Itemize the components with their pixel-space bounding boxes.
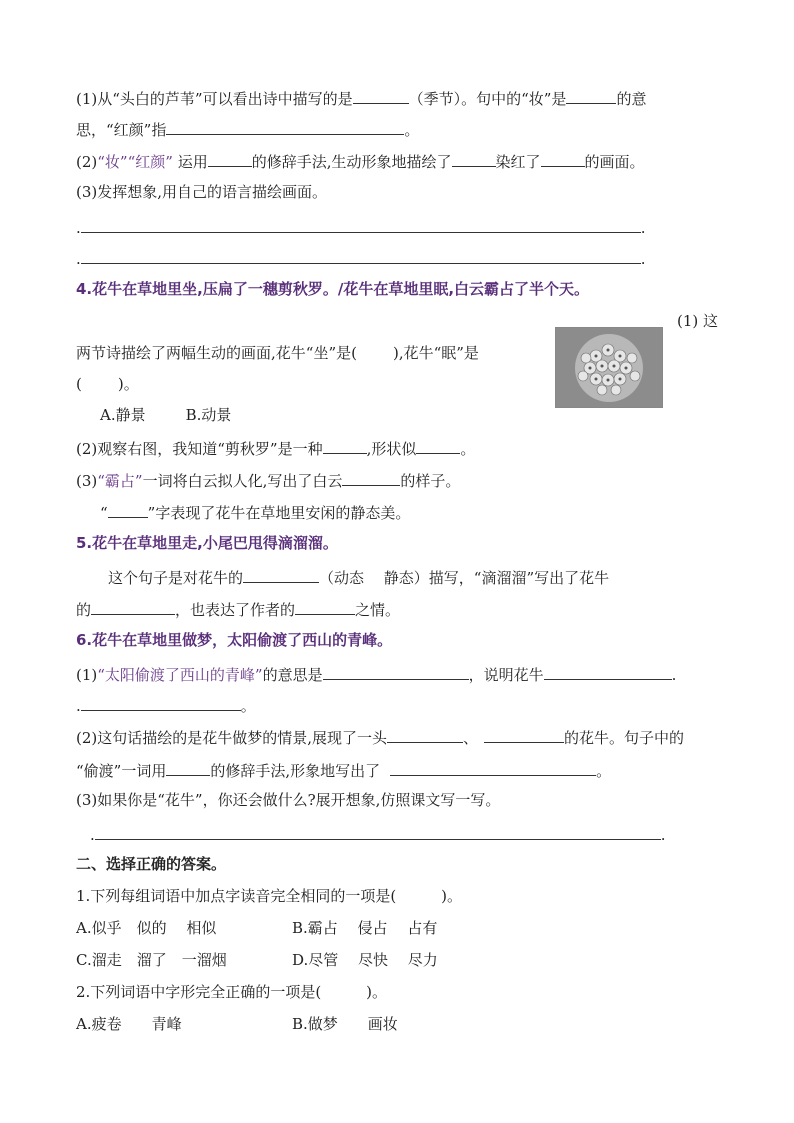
q4-text: (2)观察右图，我知道“剪秋罗”是一种 xyxy=(76,440,323,458)
q4-title: 4.花牛在草地里坐,压扁了一穗剪秋罗。/花牛在草地里眠,白云霸占了半个天。 xyxy=(76,280,590,298)
q6-text: 的意思是 xyxy=(262,666,323,684)
answer-blank[interactable] xyxy=(387,726,463,743)
q4-options xyxy=(100,405,231,425)
jianqiuluo-flower-image xyxy=(555,327,663,408)
answer-blank[interactable] xyxy=(295,598,355,615)
q4-text: ,形状似 xyxy=(366,440,417,458)
q6-text: (2)这句话描绘的是花牛做梦的情景,展现了一头 xyxy=(76,729,388,747)
q5-text: 的 xyxy=(76,601,92,619)
answer-blank[interactable] xyxy=(91,598,175,615)
sec2-q1-option-b[interactable]: B.霸占 侵占 占有 xyxy=(292,919,438,937)
dot: . xyxy=(640,250,646,268)
q3-text: (3)发挥想象,用自己的语言描绘画面。 xyxy=(76,183,328,201)
q3-line1 xyxy=(76,87,646,109)
option-b[interactable]: B.动景 xyxy=(185,406,232,424)
q3-text: (1)从“头白的芦苇”可以看出诗中描写的是 xyxy=(76,90,353,108)
q4-text: 的样子。 xyxy=(400,472,461,490)
answer-blank[interactable] xyxy=(416,437,460,454)
q6-text: (1) xyxy=(76,666,98,684)
q3-line4 xyxy=(76,182,327,202)
q5-text: （动态 静态）描写，“滴溜溜”写出了花牛 xyxy=(319,569,610,587)
sec2-q1-option-c[interactable]: C.溜走 溜了 一溜烟 xyxy=(76,951,227,969)
q5-line2 xyxy=(76,598,400,620)
q3-text: (2) xyxy=(76,153,98,171)
sec2-q1: 1.下列每组词语中加点字读音完全相同的一项是( )。 xyxy=(76,887,463,905)
answer-blank[interactable] xyxy=(353,87,409,104)
q4-text: 。 xyxy=(460,440,476,458)
q3-text: 的意 xyxy=(616,90,647,108)
answer-blank[interactable] xyxy=(342,469,400,486)
dot: . xyxy=(640,219,646,237)
q6-text: 。 xyxy=(596,762,612,780)
answer-blank[interactable] xyxy=(108,501,148,518)
q6-text: 的修辞手法,形象地写出了 xyxy=(210,762,381,780)
q6-answer-line xyxy=(90,823,666,845)
q4-text: ( xyxy=(76,375,82,393)
q4-text: 一词将白云拟人化,写出了白云 xyxy=(142,472,343,490)
answer-blank[interactable] xyxy=(484,726,564,743)
dot: . xyxy=(660,826,666,844)
q4-text: )。 xyxy=(117,375,139,393)
q3-text: 思，“红颜”指 xyxy=(76,121,167,139)
answer-blank[interactable] xyxy=(208,150,252,167)
q6-text: (3)如果你是“花牛”，你还会做什么?展开想象,仿照课文写一写。 xyxy=(76,791,501,809)
q4-text: (3) xyxy=(76,472,98,490)
q6-line1 xyxy=(76,663,676,685)
sec2-q2: 2.下列词语中字形完全正确的一项是( )。 xyxy=(76,983,388,1001)
q6-text: “偷渡”一词用 xyxy=(76,762,167,780)
answer-line[interactable] xyxy=(81,216,641,233)
quoted-term: “霸占” xyxy=(97,472,143,490)
sec2-q1-option-a[interactable]: A.似乎 似的 相似 xyxy=(76,919,217,937)
answer-blank[interactable] xyxy=(566,87,616,104)
q4-text: ”字表现了花牛在草地里安闲的静态美。 xyxy=(147,504,411,522)
sec2-q1-option-d[interactable]: D.尽管 尽快 尽力 xyxy=(292,951,438,969)
dot: . xyxy=(76,697,81,715)
answer-blank[interactable] xyxy=(541,150,585,167)
q3-text: 的修辞手法,生动形象地描绘了 xyxy=(251,153,452,171)
q3-text: 的画面。 xyxy=(584,153,645,171)
answer-blank[interactable] xyxy=(166,759,210,776)
q4-text: ),花牛“眠”是 xyxy=(392,344,479,362)
q6-line4 xyxy=(76,759,611,781)
q4-line6 xyxy=(100,501,410,523)
q6-title: 6.花牛在草地里做梦，太阳偷渡了西山的青峰。 xyxy=(76,631,393,649)
q3-answer-line-2 xyxy=(76,247,646,269)
q5-text: 之情。 xyxy=(355,601,401,619)
q4-line3 xyxy=(76,374,139,394)
dot: . xyxy=(76,250,81,268)
q4-line4 xyxy=(76,437,475,459)
answer-blank[interactable] xyxy=(390,759,596,776)
q3-line3 xyxy=(76,150,645,172)
q5-title: 5.花牛在草地里走,小尾巴甩得滴溜溜。 xyxy=(76,534,338,552)
q6-line5 xyxy=(76,790,500,810)
answer-blank[interactable] xyxy=(323,663,469,680)
q3-text: 。 xyxy=(404,121,420,139)
q4-text: 两节诗描绘了两幅生动的画面,花牛“坐”是( xyxy=(76,344,357,362)
q3-line2 xyxy=(76,118,419,140)
answer-blank[interactable] xyxy=(452,150,496,167)
q3-answer-line-1 xyxy=(76,216,646,238)
q4-line2 xyxy=(76,343,479,363)
q3-text: 运用 xyxy=(172,153,208,171)
q6-text: . xyxy=(671,666,677,684)
answer-line[interactable] xyxy=(81,247,641,264)
q6-line3 xyxy=(76,726,684,748)
answer-blank[interactable] xyxy=(81,694,241,711)
dot: . xyxy=(90,826,95,844)
answer-blank[interactable] xyxy=(243,566,319,583)
q4-p1-tail: (1) 这 xyxy=(677,312,719,330)
answer-blank[interactable] xyxy=(323,437,367,454)
answer-line[interactable] xyxy=(95,823,661,840)
q6-text: 的花牛。句子中的 xyxy=(564,729,685,747)
q5-text: 这个句子是对花牛的 xyxy=(108,569,244,587)
sec2-q2-option-b[interactable]: B.做梦 画妆 xyxy=(292,1015,398,1033)
answer-blank[interactable] xyxy=(166,118,404,135)
flower-illustration xyxy=(556,328,662,407)
q6-line2 xyxy=(76,694,256,716)
q4-line5 xyxy=(76,469,460,491)
quoted-term: “太阳偷渡了西山的青峰” xyxy=(97,666,263,684)
q6-text: 。 xyxy=(240,697,256,715)
option-a[interactable]: A.静景 xyxy=(100,406,146,424)
q6-text: ，说明花牛 xyxy=(468,666,544,684)
dot: . xyxy=(76,219,81,237)
q4-text: “ xyxy=(100,504,108,522)
q3-text: （季节）。句中的“妆”是 xyxy=(408,90,567,108)
q5-text: ，也表达了作者的 xyxy=(175,601,296,619)
q5-line1 xyxy=(108,566,609,588)
section2-title: 二、选择正确的答案。 xyxy=(76,855,227,873)
quoted-term: “妆”“红颜” xyxy=(97,153,173,171)
q6-text: 、 xyxy=(463,729,479,747)
sec2-q2-option-a[interactable]: A.疲卷 青峰 xyxy=(76,1015,182,1033)
q3-text: 染红了 xyxy=(495,153,541,171)
answer-blank[interactable] xyxy=(544,663,672,680)
